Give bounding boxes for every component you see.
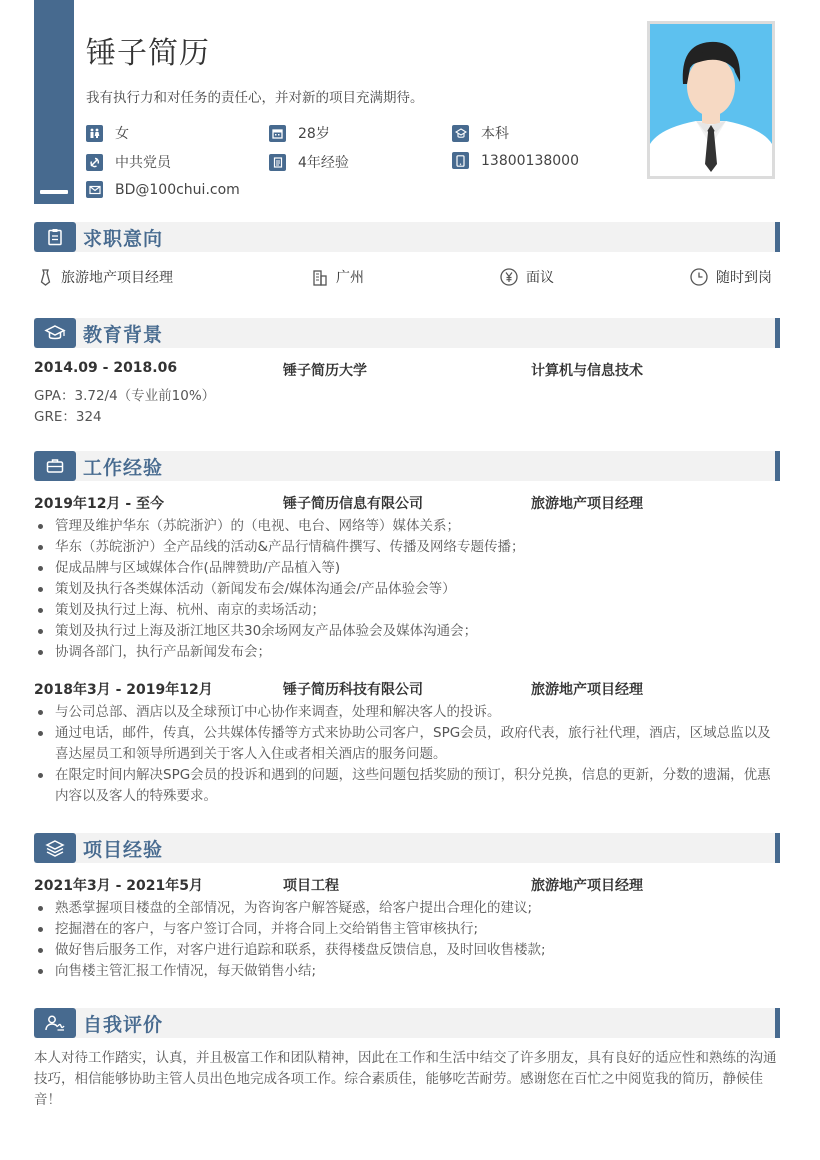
experience-value: 4年经验 — [298, 155, 349, 171]
info-email — [86, 181, 240, 198]
list-item: 通过电话，邮件，传真，公共媒体传播等方式来协助公司客户，SPG会员，政府代表，旅行社代理，酒店，区域总监以及喜达屋员工和领导所遇到关于客人入住或者相关酒店的服务问题。 — [34, 723, 780, 765]
section-work — [34, 451, 780, 481]
clipboard-icon — [34, 222, 76, 252]
intent-availability — [690, 267, 772, 287]
project-role: 旅游地产项目经理 — [531, 878, 643, 894]
info-experience — [269, 152, 349, 172]
work-duties-2 — [34, 702, 780, 807]
phone-value: 13800138000 — [481, 152, 579, 169]
section-title: 自我评价 — [83, 1014, 164, 1036]
list-item: 在限定时间内解决SPG会员的投诉和遇到的问题，这些问题包括奖励的预订，积分兑换，信息的更新，分数的遗漏，优惠内容以及客人的特殊要求。 — [34, 765, 780, 807]
section-self-eval — [34, 1008, 780, 1038]
age-value: 28岁 — [298, 126, 330, 142]
list-item: 向售楼主管汇报工作情况，每天做销售小结; — [34, 961, 780, 982]
section-title: 教育背景 — [83, 324, 164, 346]
phone-icon — [452, 152, 469, 169]
intent-position — [38, 267, 173, 287]
info-politics — [86, 152, 171, 172]
list-item: 策划及执行各类媒体活动（新闻发布会/媒体沟通会/产品体验会等） — [34, 579, 780, 600]
party-emblem-icon — [86, 154, 103, 171]
graduation-cap-icon — [34, 318, 76, 348]
list-item: 促成品牌与区域媒体合作(品牌赞助/产品植入等) — [34, 558, 780, 579]
email-value: BD@100chui.com — [115, 181, 240, 198]
education-period: 2014.09 - 2018.06 — [34, 360, 178, 376]
document-icon — [269, 154, 286, 171]
accent-dash — [40, 190, 68, 194]
list-item: 挖掘潜在的客户，与客户签订合同，并将合同上交给销售主管审核执行; — [34, 919, 780, 940]
resume-motto: 我有执行力和对任务的责任心，并对新的项目充满期待。 — [86, 90, 424, 106]
list-item: 策划及执行过上海、杭州、南京的卖场活动； — [34, 600, 780, 621]
intent-availability-value: 随时到岗 — [716, 270, 772, 286]
section-title: 工作经验 — [83, 457, 164, 479]
list-item: 协调各部门，执行产品新闻发布会； — [34, 642, 780, 663]
info-phone — [452, 152, 579, 169]
education-school: 锤子简历大学 — [283, 363, 367, 379]
gender-icon — [86, 125, 103, 142]
avatar-illustration — [650, 24, 772, 176]
list-item: 管理及维护华东（苏皖浙沪）的（电视、电台、网络等）媒体关系； — [34, 516, 780, 537]
section-title: 求职意向 — [83, 228, 164, 250]
work-role: 旅游地产项目经理 — [531, 496, 643, 512]
graduation-cap-icon — [452, 125, 469, 142]
resume-name: 锤子简历 — [86, 36, 210, 71]
section-project — [34, 833, 780, 863]
profile-photo — [647, 21, 775, 179]
calendar-icon — [269, 125, 286, 142]
building-icon — [312, 269, 328, 286]
intent-salary — [500, 267, 554, 287]
tie-icon — [38, 269, 53, 286]
project-period: 2021年3月 - 2021年5月 — [34, 878, 203, 894]
work-duties-1 — [34, 516, 780, 663]
project-duties — [34, 898, 780, 982]
politics-value: 中共党员 — [115, 155, 171, 171]
list-item: 做好售后服务工作，对客户进行追踪和联系，获得楼盘反馈信息，及时回收售楼款; — [34, 940, 780, 961]
gender-value: 女 — [115, 126, 129, 142]
education-major: 计算机与信息技术 — [531, 363, 643, 379]
self-evaluation-text: 本人对待工作踏实，认真，并且极富工作和团队精神，因此在工作和生活中结交了许多朋友，具有良好的适应性和熟练的沟通技巧，相信能够协助主管人员出色地完成各项工作。综合素质佳，能够吃苦耐劳。感谢您在百忙之中阅览我的简历，静候佳音！ — [34, 1050, 777, 1108]
work-company: 锤子简历科技有限公司 — [283, 682, 423, 698]
clock-icon — [690, 268, 708, 286]
work-company: 锤子简历信息有限公司 — [283, 496, 423, 512]
briefcase-icon — [34, 451, 76, 481]
info-gender — [86, 123, 129, 143]
section-education — [34, 318, 780, 348]
mail-icon — [86, 181, 103, 198]
info-age — [269, 123, 330, 143]
section-intent — [34, 222, 780, 252]
work-role: 旅游地产项目经理 — [531, 682, 643, 698]
section-title: 项目经验 — [83, 839, 164, 861]
intent-salary-value: 面议 — [526, 270, 554, 286]
work-period: 2018年3月 - 2019年12月 — [34, 682, 213, 698]
list-item: 策划及执行过上海及浙江地区共30余场网友产品体验会及媒体沟通会； — [34, 621, 780, 642]
intent-position-value: 旅游地产项目经理 — [61, 270, 173, 286]
intent-city — [312, 267, 364, 287]
intent-city-value: 广州 — [336, 270, 364, 286]
list-item: 熟悉掌握项目楼盘的全部情况，为咨询客户解答疑惑，给客户提出合理化的建议; — [34, 898, 780, 919]
list-item: 华东（苏皖浙沪）全产品线的活动&产品行情稿件撰写、传播及网络专题传播； — [34, 537, 780, 558]
project-name: 项目工程 — [283, 878, 339, 894]
info-degree — [452, 123, 509, 143]
yen-icon — [500, 268, 518, 286]
list-item: 与公司总部、酒店以及全球预订中心协作来调查，处理和解决客人的投诉。 — [34, 702, 780, 723]
work-period: 2019年12月 - 至今 — [34, 496, 165, 512]
user-sign-icon — [34, 1008, 76, 1038]
header-accent-bar — [34, 0, 74, 204]
education-gpa: GPA：3.72/4（专业前10%） — [34, 388, 216, 404]
degree-value: 本科 — [481, 126, 509, 142]
education-gre: GRE：324 — [34, 409, 102, 425]
layers-icon — [34, 833, 76, 863]
